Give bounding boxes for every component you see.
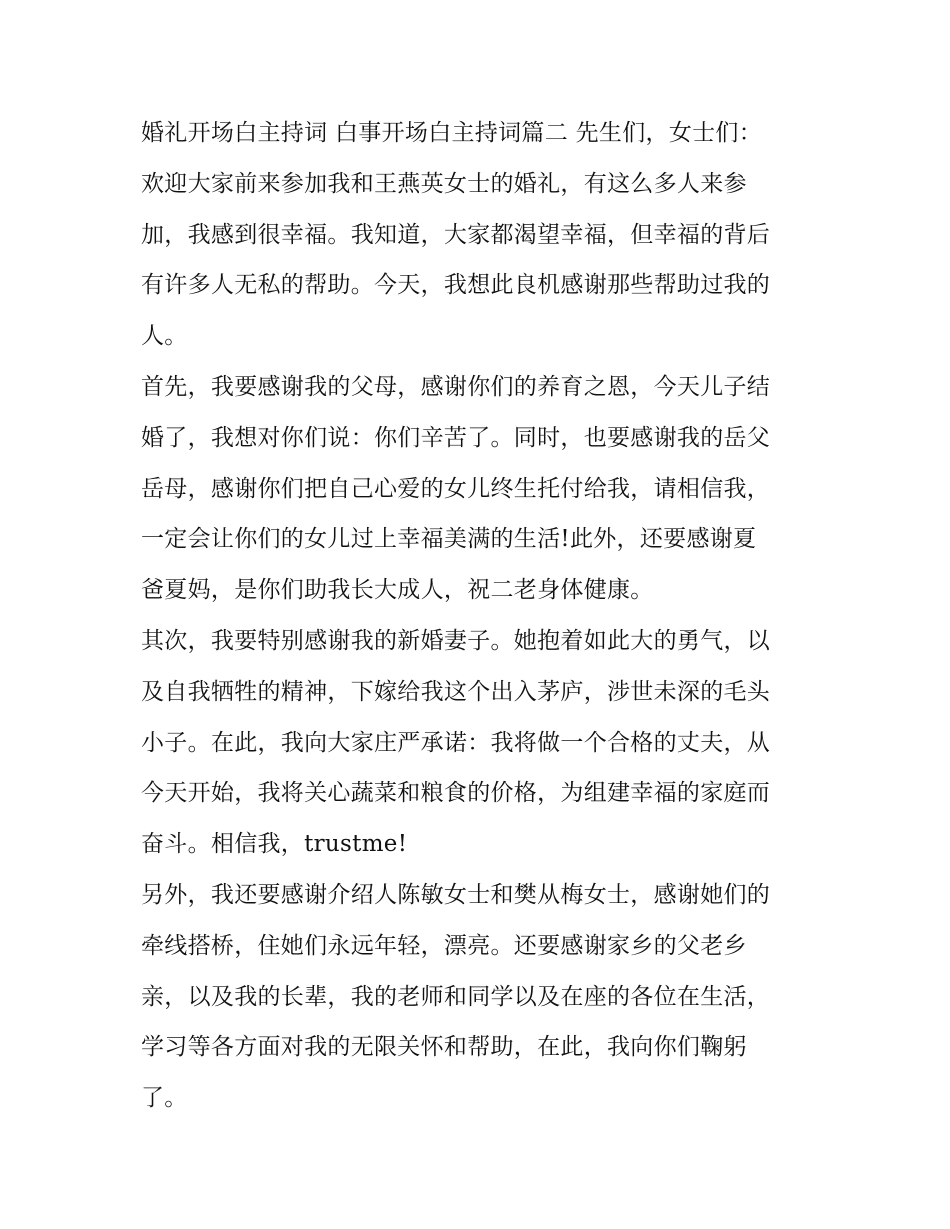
text-line: 爸夏妈，是你们助我长大成人，祝二老身体健康。 <box>141 577 654 604</box>
text-line: 牵线搭桥，住她们永远年轻，漂亮。还要感谢家乡的父老乡 <box>141 932 747 959</box>
text-line: 有许多人无私的帮助。今天，我想此良机感谢那些帮助过我的 <box>141 272 771 299</box>
paragraph-thanks-wife <box>141 616 813 870</box>
text-line: 婚礼开场白主持词 白事开场白主持词篇二 先生们，女士们： <box>141 120 763 146</box>
text-line: 其次，我要特别感谢我的新婚妻子。她抱着如此大的勇气，以 <box>141 627 771 654</box>
text-line: 奋斗。相信我，trustme! <box>141 831 408 858</box>
document-body <box>141 108 813 1124</box>
text-line: 加，我感到很幸福。我知道，大家都渴望幸福，但幸福的背后 <box>141 221 771 248</box>
paragraph-opening <box>141 108 813 362</box>
text-line: 今天开始，我将关心蔬菜和粮食的价格，为组建幸福的家庭而 <box>141 780 771 807</box>
text-line: 人。 <box>141 323 188 350</box>
text-line: 了。 <box>141 1085 188 1112</box>
text-line: 一定会让你们的女儿过上幸福美满的生活!此外，还要感谢夏 <box>141 526 757 553</box>
text-line: 首先，我要感谢我的父母，感谢你们的养育之恩，今天儿子结 <box>141 373 771 400</box>
text-line: 岳母，感谢你们把自己心爱的女儿终生托付给我，请相信我， <box>141 475 771 502</box>
text-line: 小子。在此，我向大家庄严承诺：我将做一个合格的丈夫，从 <box>141 729 771 756</box>
paragraph-thanks-parents <box>141 362 813 616</box>
text-line: 欢迎大家前来参加我和王燕英女士的婚礼，有这么多人来参 <box>141 170 747 197</box>
text-line: 另外，我还要感谢介绍人陈敏女士和樊从梅女士，感谢她们的 <box>141 881 771 908</box>
text-line: 亲，以及我的长辈，我的老师和同学以及在座的各位在生活， <box>141 983 771 1010</box>
paragraph-thanks-others <box>141 870 813 1124</box>
text-line: 婚了，我想对你们说：你们辛苦了。同时，也要感谢我的岳父 <box>141 424 771 451</box>
text-line: 学习等各方面对我的无限关怀和帮助，在此，我向你们鞠躬 <box>141 1034 747 1061</box>
text-line: 及自我牺牲的精神，下嫁给我这个出入茅庐，涉世未深的毛头 <box>141 678 771 705</box>
